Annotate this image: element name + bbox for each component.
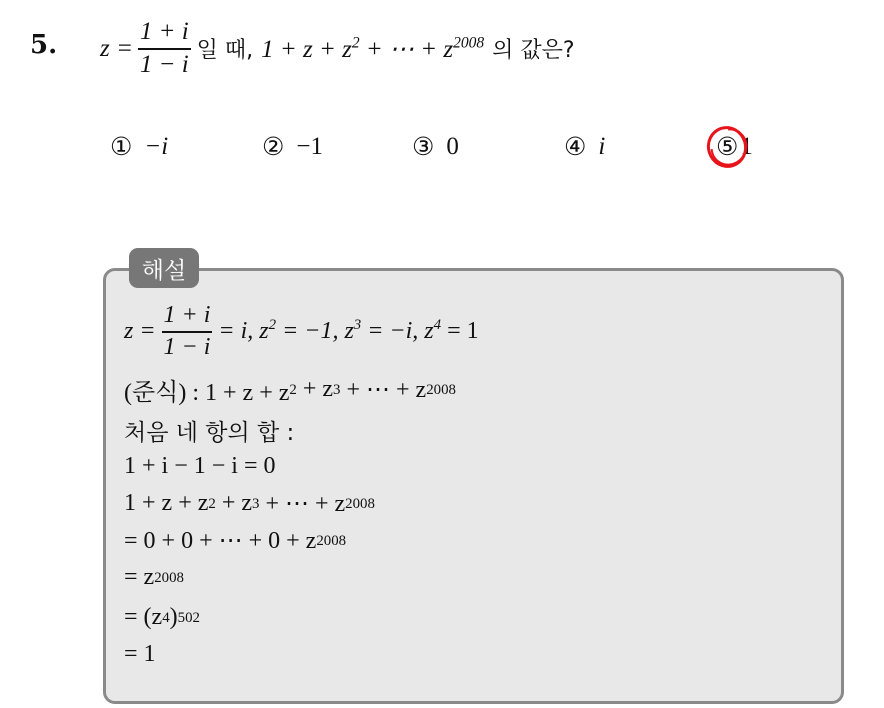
equals-sign: = (117, 34, 132, 62)
solution-line-4: 1 + i − 1 − i = 0 (124, 453, 276, 479)
question-number: 5. (30, 30, 58, 60)
choice-5-value: 1 (740, 132, 753, 160)
answer-circle-stroke-icon (703, 121, 755, 173)
solution-line-3: 처음 네 항의 합 : (124, 420, 295, 446)
solution-line-9: = 1 (124, 641, 156, 667)
choice-1[interactable] (110, 132, 168, 161)
solution-line-1: z = $\frac{1 + i}{1 - i}$ = i, $z^2 = -1$, $z^3 = -i$, $z^4 = 1$ (124, 302, 479, 360)
choice-3[interactable] (412, 132, 459, 161)
fraction (138, 18, 191, 80)
choice-4-mark: ④ (564, 132, 587, 161)
question-text (100, 18, 575, 80)
choice-1-mark: ① (110, 132, 133, 161)
choice-2-mark: ② (262, 132, 285, 161)
fraction-numerator: 1 + i (139, 18, 189, 45)
choice-1-value: −i (144, 132, 169, 160)
solution-line-7: = z 2008 (124, 564, 184, 590)
series-expression: $1 + z + z^2$ + ⋯ + $z^{2008}$ (261, 34, 485, 63)
choice-3-mark: ③ (412, 132, 435, 161)
choice-5-mark: ⑤ (716, 132, 739, 161)
solution-line-5: 1 + z + z 2 + z 3 + ⋯ + z 2008 (124, 490, 375, 517)
question-value-text: 의 값은? (492, 38, 575, 64)
choice-2[interactable] (262, 132, 323, 161)
solution-line-8: = (z 4 ) 502 (124, 604, 200, 630)
solution-line-2: (준식) : 1 + z + z 2 + z 3 + ⋯ + z 2008 (124, 376, 456, 406)
fraction-denominator: 1 − i (139, 50, 189, 78)
solution-label: 해설 (129, 248, 199, 288)
choice-4[interactable] (564, 132, 605, 161)
question-when-text: 일 때, (196, 38, 254, 64)
solution-line-6: = 0 + 0 + ⋯ + 0 + z 2008 (124, 528, 347, 554)
choice-3-value: 0 (446, 132, 459, 160)
z-variable: z (100, 34, 110, 62)
choice-2-value: −1 (296, 132, 324, 160)
choice-4-value: i (598, 132, 606, 160)
